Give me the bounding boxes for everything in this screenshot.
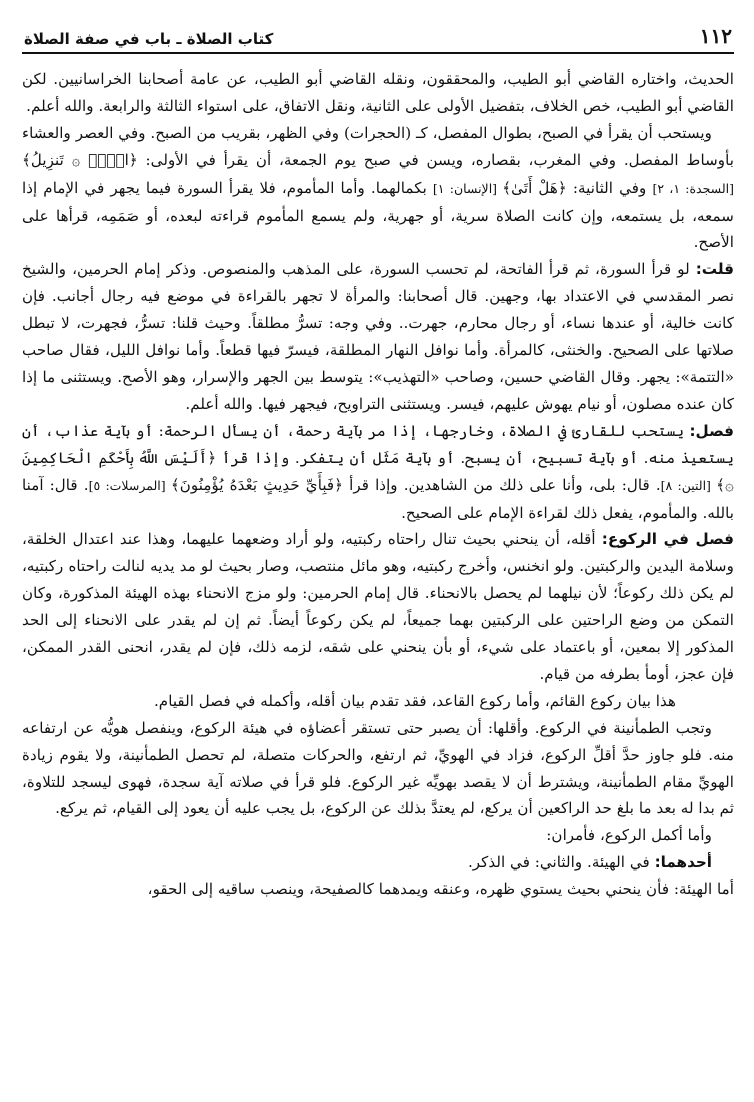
paragraph-ruku-seated (22, 688, 734, 715)
paragraph-text: يستحب للقارئ في الصلاة، وخارجها، إذا مر بآية رحمة، أن يسأل الرحمة: أو بآية عذاب، أن يستعيذ منه. أو بآية تسبيح، أن يسبح. أو بآية مَثَل أن يتفكر. وإذا قرأ (22, 421, 734, 467)
quran-quote: ﴿هَلْ أَتَىٰ﴾ (502, 178, 567, 197)
paragraph-text: هذا بيان ركوع القائم، وأما ركوع القاعد، فقد تقدم بيان أقله، وأكمله في فصل القيام. (153, 691, 676, 710)
paragraph-recitation-lengths (22, 120, 734, 257)
section-lead: أحدهما: (654, 853, 712, 872)
paragraph-tumaninah (22, 715, 734, 823)
section-lead: فصل: (689, 421, 734, 440)
paragraph-qultu (22, 256, 734, 417)
verse-citation: [المرسلات: ٥] (88, 477, 171, 493)
paragraph-hadith-note (22, 66, 734, 120)
paragraph-akmal-ruku (22, 822, 734, 849)
paragraph-text: أقله، أن ينحني بحيث تنال راحتاه ركبتيه، ولو أراد وضعهما عليهما، وهذا عند اعتدال الخلقة، وسلامة اليدين والركبتين. ولو انخنس، وأخرج ركبتيه، وهو مائل منتصب، وصار بحيث لو مد يديه لنالت راحتاه ركبتيه، لم يكن ذلك ركوعاً؛ لأن نيلهما لم يحصل بالانحناء. قال إمام الحرمين: ولو مزج الانحناء بهذه الهيئة المذكورة، وكان التمكن من وضع الراحتين على الركبتين بهما جميعاً، لم يكن ركوعاً أيضاً. ثم إن لم يقدر على الانحناء إلى الحد المذكور إلا بمعين، أو باعتماد على شيء، أو بأن ينحني على شقه، لزمه ذلك، فإن لم يقدر، انحنى القدر الممكن، فإن عجز، أومأ بطرفه من قيام. (22, 530, 734, 683)
paragraph-text: لو قرأ السورة، ثم قرأ الفاتحة، لم تحسب السورة، على المذهب والمنصوص. وذكر إمام الحرمين، والشيخ نصر المقدسي في الاعتداد بها، وجهين. قال أصحابنا: والمرأة لا تجهر بالقراءة في موضع فيه رجال أجانب. فإن كانت خالية، أو عندها نساء، أو رجال محارم، جهرت.. وفي وجه: تسرُّ مطلقاً. وحيث قلنا: تسرُّ، فجهرت، لا تبطل صلاتها على الصحيح. والخنثى، كالمرأة. وأما نوافل النهار المطلقة، فيسرّ فيها قطعاً. وأما نوافل الليل، فقال صاحب «التتمة»: يجهر. وقال القاضي حسين، وصاحب «التهذيب»: يتوسط بين الجهر والإسرار، وهو الأصح. ويستثنى ما إذا كان عنده مصلون، أو نيام يهوش عليهم، فيسر. ويستثنى التراويح، فيجهر فيها. والله أعلم. (22, 260, 734, 413)
paragraph-text: أما الهيئة: فأن ينحني بحيث يستوي ظهره، وعنقه ويمدهما كالصفيحة، وينصب ساقيه إلى الحقو، (147, 880, 734, 899)
paragraph-text: . قال: آمنا بالله. والمأموم، يفعل ذلك لقراءة الإمام على الصحيح. (22, 475, 734, 522)
paragraph-hayah (22, 876, 734, 903)
section-lead: فصل في الركوع: (601, 530, 734, 549)
paragraph-text: الحديث، واختاره القاضي أبو الطيب، والمحققون، ونقله القاضي أبو الطيب، عن عامة أصحابنا الخراسانيين. لكن القاضي أبو الطيب، خص الخلاف، بتفضيل الأولى على الثانية، ونقل الاتفاق، على استواء الثالثة والرابعة. والله أعلم. (22, 70, 734, 115)
running-header (22, 20, 734, 54)
running-title: كتاب الصلاة ـ باب في صفة الصلاة (24, 30, 274, 48)
paragraph-text: في الهيئة. والثاني: في الذكر. (467, 853, 655, 872)
quran-quote: ﴿الۤمۤ ۞ تَنزِيلُ﴾ (22, 150, 138, 169)
page-number: ١١٢ (699, 24, 732, 48)
quran-quote: ﴿أَلَيْسَ اللَّهُ بِأَحْكَمِ الْحَاكِمِينَ ۞﴾ (22, 448, 734, 494)
paragraph-text: ويستحب أن يقرأ في الصبح، بطوال المفصل، كـ (الحجرات) وفي الظهر، بقريب من الصبح. وفي العصر والعشاء بأوساط المفصل. وفي المغرب، بقصاره، ويسن في صبح يوم الجمعة، أن يقرأ في الأولى: (22, 123, 734, 169)
verse-citation: [السجدة: ١، ٢] (652, 180, 734, 196)
paragraph-fasl-ruku (22, 526, 734, 687)
paragraph-fasl-reciter (22, 418, 734, 527)
quran-quote: ﴿فَبِأَيِّ حَدِيثٍ بَعْدَهُ يُؤْمِنُونَ﴾ (170, 475, 344, 494)
book-page (22, 20, 734, 1095)
section-lead: قلت: (695, 260, 734, 279)
paragraph-text: وأما أكمل الركوع، فأمران: (546, 826, 712, 845)
paragraph-text: بكمالهما. وأما المأموم، فلا يقرأ السورة فيما يجهر في الإمام إذا سمعه، بل يستمعه، وإن كانت الصلاة سرية، أو جهرية، ولم يسمع المأموم قراءته لبعده، أو صَمَمِه، قرأها على الأصح. (22, 178, 734, 252)
paragraph-text: وتجب الطمأنينة في الركوع. وأقلها: أن يصبر حتى تستقر أعضاؤه في هيئة الركوع، وينفصل هويُّه عن ارتفاعه منه. فلو جاوز حدَّ أقلِّ الركوع، فزاد في الهويِّ، ثم ارتفع، والحركات متصلة، لم تحصل الطمأنينة، ولا يقوم زيادة الهويِّ مقام الطمأنينة، ويشترط أن لا يقصد بهويِّه غير الركوع. فلو قرأ في صلاته آية سجدة، فهوى ليسجد للتلاوة، ثم بدا له بعد ما بلغ حد الراكعين أن يركع، لم يعتدَّ بذلك عن الركوع، بل يجب عليه أن يعود إلى القيام، ثم يركع. (22, 718, 735, 818)
paragraph-two-matters (22, 849, 734, 876)
verse-citation: [التين: ٨] (660, 477, 717, 493)
paragraph-text: وفي الثانية: (566, 178, 653, 197)
body-text (22, 66, 734, 903)
paragraph-text: . قال: بلى، وأنا على ذلك من الشاهدين. وإذا قرأ (343, 475, 661, 494)
verse-citation: [الإنسان: ١] (432, 180, 503, 196)
